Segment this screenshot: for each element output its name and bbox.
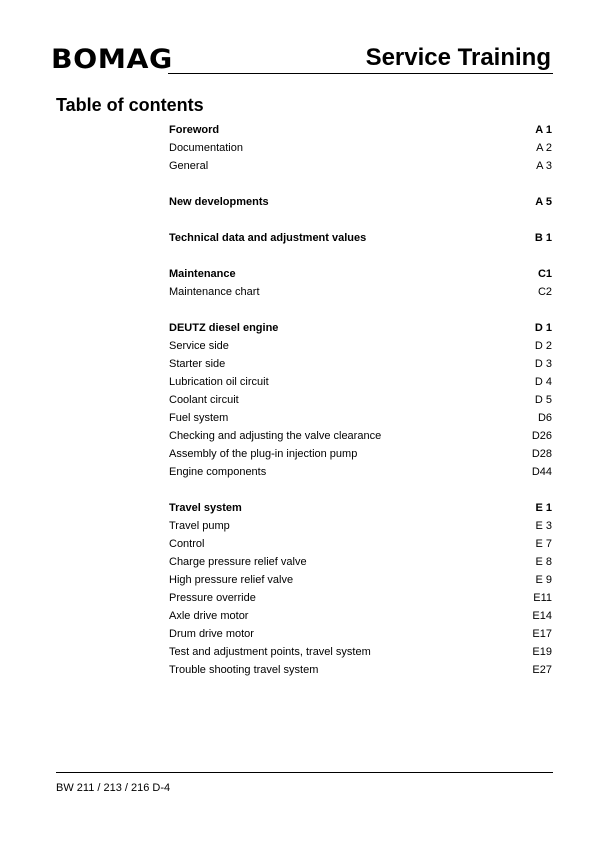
toc-entry-label: Fuel system [169, 412, 229, 424]
header-rule [168, 73, 553, 74]
toc-section-heading [169, 499, 552, 517]
toc-entry-label: Documentation [169, 142, 243, 154]
toc-entry-page: D 2 [534, 340, 552, 352]
toc-section [169, 499, 552, 679]
toc-entry [169, 553, 552, 571]
toc-entry-page: D26 [531, 430, 552, 442]
toc-entry-label: Pressure override [169, 592, 256, 604]
footer-rule [56, 772, 553, 773]
toc-entry-page: E 7 [535, 538, 552, 550]
toc-entry-label: Travel system [169, 502, 242, 514]
toc-entry-label: Technical data and adjustment values [169, 232, 367, 244]
page-title: Table of contents [56, 95, 204, 115]
toc-entry-page: D6 [537, 412, 552, 424]
toc-entry [169, 157, 552, 175]
toc-entry-page: E27 [532, 664, 552, 676]
toc-entry [169, 391, 552, 409]
toc-entry-label: Control [169, 538, 205, 550]
toc-entry-label: Checking and adjusting the valve clearance [169, 430, 382, 442]
toc-section [169, 193, 552, 211]
toc-section-heading [169, 193, 552, 211]
toc-entry-label: General [169, 160, 209, 172]
toc-entry-page: E 8 [535, 556, 552, 568]
toc-entry [169, 283, 552, 301]
footer-model-text: BW 211 / 213 / 216 D-4 [56, 782, 171, 794]
bomag-logo: BOMAG [51, 44, 173, 75]
toc-entry [169, 409, 552, 427]
toc-entry-label: Service side [169, 340, 229, 352]
toc-entry-page: E 1 [535, 502, 552, 514]
toc-entry-page: E19 [532, 646, 552, 658]
toc-entry-label: Axle drive motor [169, 610, 249, 622]
table-of-contents [169, 121, 552, 697]
toc-section-heading [169, 265, 552, 283]
toc-entry [169, 517, 552, 535]
toc-entry-label: Coolant circuit [169, 394, 239, 406]
toc-entry-page: D 1 [534, 322, 552, 334]
toc-entry-label: Starter side [169, 358, 226, 370]
toc-entry-label: Maintenance chart [169, 286, 260, 298]
toc-entry-label: Lubrication oil circuit [169, 376, 269, 388]
toc-entry-page: D44 [531, 466, 552, 478]
toc-entry [169, 139, 552, 157]
toc-entry [169, 445, 552, 463]
toc-section-heading [169, 121, 552, 139]
toc-section [169, 229, 552, 247]
toc-entry [169, 535, 552, 553]
toc-entry-page: E14 [532, 610, 552, 622]
toc-entry-page: A 3 [536, 160, 552, 172]
toc-entry-page: B 1 [534, 232, 552, 244]
toc-entry-label: Trouble shooting travel system [169, 664, 319, 676]
toc-entry [169, 607, 552, 625]
toc-entry [169, 589, 552, 607]
toc-entry-page: E 9 [535, 574, 552, 586]
toc-entry [169, 373, 552, 391]
toc-entry-page: E 3 [535, 520, 552, 532]
toc-entry-page: D 5 [534, 394, 552, 406]
toc-entry-page: C1 [537, 268, 552, 280]
toc-section-heading [169, 319, 552, 337]
toc-entry-label: Maintenance [169, 268, 236, 280]
toc-section [169, 265, 552, 301]
toc-section [169, 121, 552, 175]
toc-entry [169, 337, 552, 355]
toc-entry [169, 355, 552, 373]
toc-entry-label: Charge pressure relief valve [169, 556, 307, 568]
toc-entry-page: D28 [531, 448, 552, 460]
toc-entry [169, 463, 552, 481]
toc-entry-label: New developments [169, 196, 269, 208]
toc-entry-label: Test and adjustment points, travel system [169, 646, 371, 658]
toc-entry-label: Assembly of the plug-in injection pump [169, 448, 358, 460]
toc-entry [169, 625, 552, 643]
toc-entry-page: A 5 [535, 196, 552, 208]
toc-entry-page: A 1 [535, 124, 552, 136]
toc-section [169, 319, 552, 481]
toc-entry-label: Drum drive motor [169, 628, 254, 640]
toc-section-heading [169, 229, 552, 247]
toc-entry-label: DEUTZ diesel engine [169, 322, 279, 334]
toc-entry-page: E11 [533, 592, 552, 604]
toc-entry [169, 661, 552, 679]
toc-entry-page: E17 [532, 628, 552, 640]
toc-entry-label: High pressure relief valve [169, 574, 294, 586]
toc-entry-label: Engine components [169, 466, 267, 478]
toc-entry-label: Foreword [169, 124, 220, 136]
header-title: Service Training [365, 44, 551, 71]
toc-entry [169, 571, 552, 589]
toc-entry-page: A 2 [536, 142, 552, 154]
toc-entry-page: D 3 [534, 358, 552, 370]
toc-entry [169, 427, 552, 445]
toc-entry-page: C2 [537, 286, 552, 298]
toc-entry-label: Travel pump [169, 520, 230, 532]
toc-entry-page: D 4 [534, 376, 552, 388]
toc-entry [169, 643, 552, 661]
